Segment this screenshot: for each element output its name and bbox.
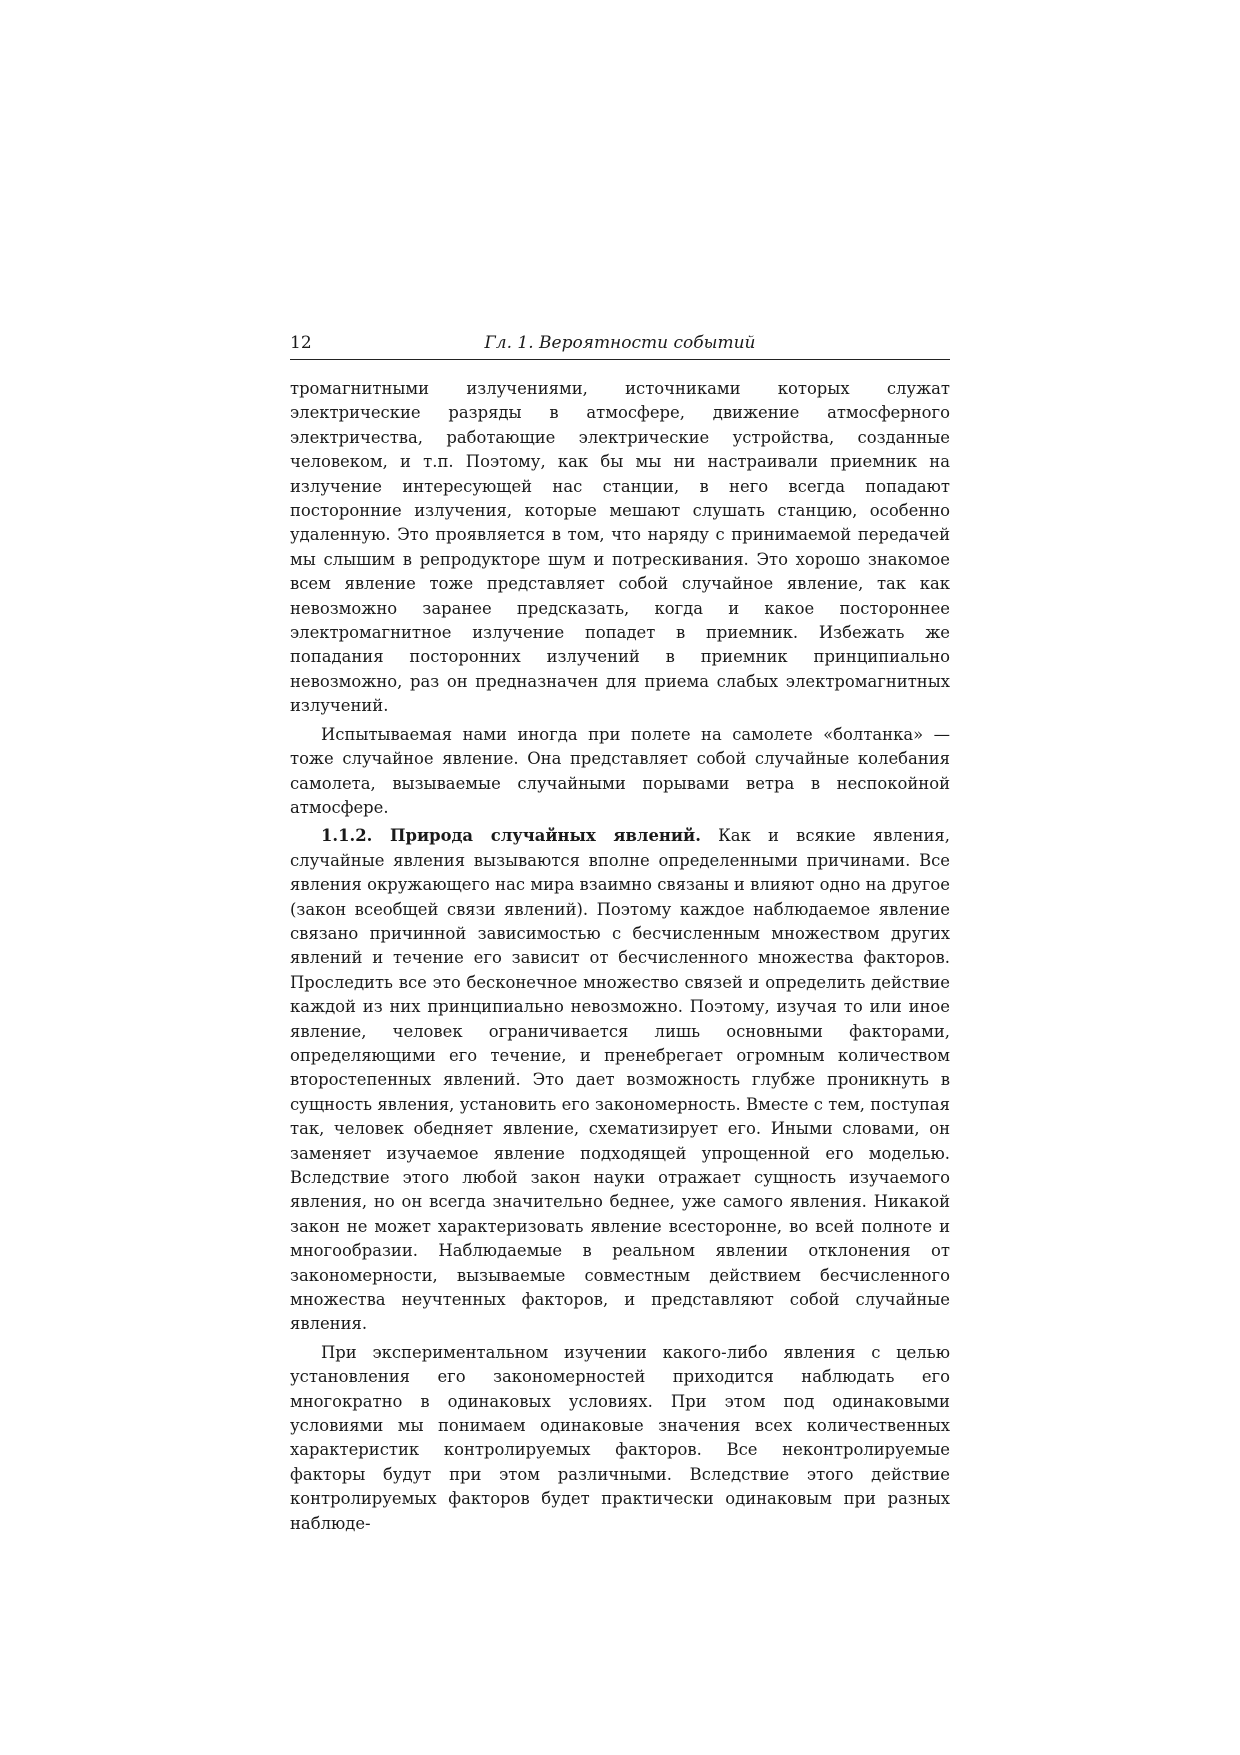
paragraph-continued: тромагнитными излучениями, источниками которых служат электрические разряды в атмосфере, движение атмосферного электричества, работающие электрические устройства, созданные человеком, и т.п. Поэтому, как бы мы ни настраивали приемник на излучение интересующей нас станции, в него всегда попадают посторонние излучения, которые мешают слушать станцию, особенно удаленную. Это проявляется в том, что наряду с принимаемой передачей мы слышим в репродукторе шум и потрескивания. Это хорошо знакомое всем явление тоже представляет собой случайное явление, так как невозможно заранее предсказать, когда и какое постороннее электромагнитное излучение попадет в приемник. Избежать же попадания посторонних излучений в приемник принципиально невозможно, раз он предназначен для приема слабых электромагнитных излучений. <box>290 379 950 716</box>
book-page <box>290 331 950 1540</box>
page-number: 12 <box>290 333 312 353</box>
section-paragraph-text: Как и всякие явления, случайные явления вызываются вполне определенными причинами. Все явления окружающего нас мира взаимно связаны и влияют одно на другое (закон всеобщей связи явлений). Поэтому каждое наблюдаемое явление связано причинной зависимостью с бесчисленным множеством других явлений и течение его зависит от бесчисленного множества факторов. Проследить все это бесконечное множество связей и определить действие каждой из них принципиально невозможно. Поэтому, изучая то или иное явление, человек ограничивается лишь основными факторами, определяющими его течение, и пренебрегает огромным количеством второстепенных явлений. Это дает возможность глубже проникнуть в сущность явления, установить его закономерность. Вместе с тем, поступая так, человек обедняет явление, схематизирует его. Иными словами, он заменяет изучаемое явление подходящей упрощенной его моделью. Вследствие этого любой закон науки отражает сущность изучаемого явления, но он всегда значительно беднее, уже самого явления. Никакой закон не может характеризовать явление всесторонне, во всей полноте и многообразии. Наблюдаемые в реальном явлении отклонения от закономерности, вызываемые совместным действием бесчисленного множества неучтенных факторов, и представляют собой случайные явления. <box>290 826 950 1334</box>
paragraph: Испытываемая нами иногда при полете на самолете «болтанка» — тоже случайное явление. Она представляет собой случайные колебания самолета, вызываемые случайными порывами ветра в неспокойной атмосфере. <box>290 724 950 817</box>
paragraph-section <box>290 824 950 1337</box>
paragraph: При экспериментальном изучении какого-либо явления с целью установления его закономерностей приходится наблюдать его многократно в одинаковых условиях. При этом под одинаковыми условиями мы понимаем одинаковые значения всех количественных характеристик контролируемых факторов. Все неконтролируемые факторы будут при этом различными. Вследствие этого действие контролируемых факторов будет практически одинаковым при разных наблюде- <box>290 1342 950 1533</box>
chapter-title: Гл. 1. Вероятности событий <box>484 333 756 353</box>
section-heading: 1.1.2. Природа случайных явлений. <box>321 826 701 846</box>
running-head <box>290 331 950 360</box>
body-text <box>290 377 950 1536</box>
